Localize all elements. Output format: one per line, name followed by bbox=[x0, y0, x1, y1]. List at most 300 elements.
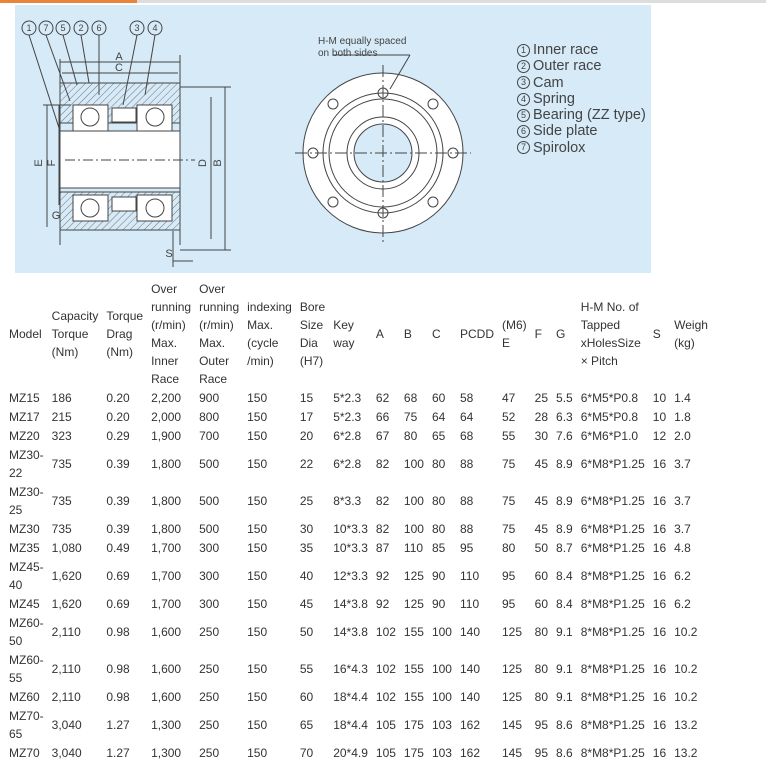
table-cell: 145 bbox=[502, 717, 523, 732]
svg-text:D: D bbox=[197, 159, 209, 167]
table-cell: 110 bbox=[459, 596, 480, 611]
legend-item: 3 Cam bbox=[517, 75, 646, 91]
table-cell: 14*3.8 bbox=[333, 596, 368, 611]
table-cell: 10*3.3 bbox=[333, 521, 368, 536]
table-cell: 2,200 bbox=[151, 390, 182, 405]
table-cell: 70 bbox=[299, 745, 314, 760]
legend-item: 2 Outer race bbox=[517, 58, 646, 74]
legend-item: 4 Spring bbox=[517, 91, 646, 107]
table-cell: 6*M8*P1.25 bbox=[580, 521, 645, 536]
table-cell: 8*M8*P1.25 bbox=[580, 717, 645, 732]
svg-text:A: A bbox=[115, 51, 123, 63]
table-cell: 1.4 bbox=[674, 390, 691, 405]
table-cell: 45 bbox=[534, 521, 549, 536]
hm-note bbox=[318, 36, 406, 60]
table-cell: 4.8 bbox=[674, 540, 691, 555]
svg-text:3: 3 bbox=[134, 23, 140, 33]
table-cell: 102 bbox=[375, 624, 396, 639]
table-cell: 25 bbox=[299, 493, 314, 508]
table-cell: 8.6 bbox=[556, 717, 573, 732]
table-cell: 105 bbox=[375, 717, 396, 732]
table-cell: 150 bbox=[247, 624, 268, 639]
table-cell: 0.20 bbox=[106, 390, 130, 405]
table-cell: 1,620 bbox=[51, 596, 82, 611]
svg-text:1: 1 bbox=[26, 23, 32, 33]
table-row bbox=[5, 482, 712, 519]
table-cell: 105 bbox=[375, 745, 396, 760]
svg-text:7: 7 bbox=[43, 23, 49, 33]
table-cell: 16 bbox=[652, 661, 667, 676]
column-header: Bore Size Dia (H7) bbox=[299, 300, 326, 368]
table-cell: 90 bbox=[431, 568, 446, 583]
table-cell: 40 bbox=[299, 568, 314, 583]
column-header: G bbox=[556, 327, 566, 341]
table-row bbox=[5, 407, 712, 426]
table-cell: 1.8 bbox=[674, 409, 691, 424]
table-cell: 18*4.4 bbox=[333, 689, 368, 704]
table-cell: 75 bbox=[502, 521, 516, 536]
table-cell: 88 bbox=[459, 493, 474, 508]
table-cell: 155 bbox=[403, 624, 424, 639]
table-cell: 58 bbox=[459, 390, 474, 405]
table-cell: 95 bbox=[534, 745, 549, 760]
table-cell: 1,800 bbox=[151, 521, 182, 536]
table-row bbox=[5, 388, 712, 407]
table-cell: 12*3.3 bbox=[333, 568, 368, 583]
table-cell: 0.49 bbox=[106, 540, 130, 555]
table-cell: 9.1 bbox=[556, 661, 573, 676]
table-cell: 186 bbox=[51, 390, 72, 405]
table-cell: 700 bbox=[199, 428, 220, 443]
model-cell: MZ35 bbox=[9, 540, 40, 555]
model-cell: MZ17 bbox=[9, 409, 40, 424]
table-body bbox=[5, 388, 712, 762]
table-cell: 735 bbox=[51, 456, 72, 471]
table-cell: 125 bbox=[403, 568, 424, 583]
table-cell: 150 bbox=[247, 428, 268, 443]
table-row bbox=[5, 706, 712, 743]
table-cell: 95 bbox=[502, 596, 516, 611]
table-cell: 150 bbox=[247, 661, 268, 676]
table-cell: 500 bbox=[199, 493, 220, 508]
table-cell: 8.7 bbox=[556, 540, 573, 555]
table-cell: 17 bbox=[299, 409, 314, 424]
column-header: PCDD bbox=[459, 327, 494, 341]
table-cell: 75 bbox=[403, 409, 418, 424]
number-circle-icon: 7 bbox=[517, 141, 530, 154]
svg-text:E: E bbox=[33, 159, 45, 167]
table-row bbox=[5, 519, 712, 538]
table-cell: 150 bbox=[247, 493, 268, 508]
table-cell: 1,700 bbox=[151, 596, 182, 611]
table-cell: 10 bbox=[652, 409, 667, 424]
table-cell: 60 bbox=[534, 568, 549, 583]
table-cell: 150 bbox=[247, 568, 268, 583]
table-cell: 125 bbox=[502, 689, 523, 704]
table-cell: 1,080 bbox=[51, 540, 82, 555]
table-cell: 18*4.4 bbox=[333, 717, 368, 732]
table-cell: 85 bbox=[431, 540, 446, 555]
model-cell: MZ15 bbox=[9, 390, 40, 405]
table-cell: 10.2 bbox=[674, 689, 698, 704]
table-cell: 92 bbox=[375, 568, 390, 583]
column-header: F bbox=[534, 327, 543, 341]
table-cell: 175 bbox=[403, 745, 424, 760]
table-row bbox=[5, 687, 712, 706]
table-cell: 13.2 bbox=[674, 717, 698, 732]
table-cell: 15 bbox=[299, 390, 314, 405]
table-cell: 75 bbox=[502, 456, 516, 471]
table-cell: 3,040 bbox=[51, 745, 82, 760]
table-cell: 150 bbox=[247, 745, 268, 760]
table-cell: 88 bbox=[459, 456, 474, 471]
svg-text:B: B bbox=[212, 159, 224, 167]
table-cell: 140 bbox=[459, 689, 481, 704]
table-cell: 102 bbox=[375, 689, 396, 704]
column-header: Torque Drag (Nm) bbox=[106, 309, 144, 359]
table-cell: 35 bbox=[299, 540, 314, 555]
column-header: H-M No. of Tapped xHolesSize × Pitch bbox=[580, 300, 641, 368]
table-cell: 1,600 bbox=[151, 661, 182, 676]
table-cell: 68 bbox=[403, 390, 418, 405]
table-cell: 6*M8*P1.25 bbox=[580, 540, 645, 555]
table-cell: 100 bbox=[403, 521, 424, 536]
model-cell: MZ45- 40 bbox=[9, 559, 44, 592]
table-row bbox=[5, 538, 712, 557]
table-cell: 16 bbox=[652, 624, 667, 639]
table-cell: 80 bbox=[431, 493, 446, 508]
table-cell: 0.69 bbox=[106, 596, 130, 611]
number-circle-icon: 3 bbox=[517, 76, 530, 89]
table-cell: 150 bbox=[247, 717, 268, 732]
table-cell: 60 bbox=[299, 689, 314, 704]
column-header: Over running (r/min) Max. Outer Race bbox=[199, 282, 240, 386]
table-cell: 8*M8*P1.25 bbox=[580, 689, 645, 704]
table-cell: 7.6 bbox=[556, 428, 573, 443]
table-cell: 8.6 bbox=[556, 745, 573, 760]
table-cell: 150 bbox=[247, 596, 268, 611]
table-cell: 140 bbox=[459, 661, 481, 676]
table-cell: 100 bbox=[431, 689, 452, 704]
svg-text:S: S bbox=[165, 248, 173, 260]
table-cell: 45 bbox=[534, 493, 549, 508]
table-cell: 500 bbox=[199, 456, 220, 471]
table-cell: 60 bbox=[534, 596, 549, 611]
hm-note-line1: H-M equally spaced bbox=[318, 36, 407, 47]
table-cell: 735 bbox=[51, 493, 72, 508]
table-cell: 64 bbox=[431, 409, 446, 424]
svg-text:2: 2 bbox=[78, 23, 84, 33]
table-cell: 16 bbox=[652, 717, 667, 732]
table-cell: 82 bbox=[375, 521, 390, 536]
table-cell: 12 bbox=[652, 428, 667, 443]
flange-front-view bbox=[295, 55, 471, 245]
number-circle-icon: 6 bbox=[517, 125, 530, 138]
table-cell: 16 bbox=[652, 689, 667, 704]
top-accent-bar bbox=[0, 0, 137, 3]
table-cell: 6.3 bbox=[556, 409, 573, 424]
table-cell: 80 bbox=[534, 661, 549, 676]
table-cell: 5*2.3 bbox=[333, 390, 362, 405]
table-cell: 10.2 bbox=[674, 661, 698, 676]
table-header bbox=[5, 280, 712, 388]
table-cell: 2,110 bbox=[51, 624, 81, 639]
table-cell: 2,110 bbox=[51, 689, 81, 704]
table-cell: 1,700 bbox=[151, 568, 182, 583]
table-cell: 5.5 bbox=[556, 390, 573, 405]
table-cell: 16 bbox=[652, 540, 667, 555]
table-cell: 0.69 bbox=[106, 568, 130, 583]
model-cell: MZ70 bbox=[9, 745, 40, 760]
table-cell: 95 bbox=[534, 717, 549, 732]
svg-text:C: C bbox=[115, 62, 123, 74]
table-cell: 0.98 bbox=[106, 689, 130, 704]
table-cell: 800 bbox=[199, 409, 220, 424]
table-cell: 140 bbox=[459, 624, 481, 639]
model-cell: MZ60- 55 bbox=[9, 652, 44, 685]
svg-text:5: 5 bbox=[60, 23, 66, 33]
table-cell: 3.7 bbox=[674, 456, 691, 471]
table-cell: 16 bbox=[652, 596, 667, 611]
table-cell: 55 bbox=[299, 661, 314, 676]
table-cell: 250 bbox=[199, 661, 220, 676]
table-cell: 87 bbox=[375, 540, 390, 555]
table-cell: 3.7 bbox=[674, 493, 691, 508]
table-cell: 300 bbox=[199, 540, 220, 555]
model-cell: MZ20 bbox=[9, 428, 40, 443]
table-cell: 28 bbox=[534, 409, 549, 424]
table-cell: 1,900 bbox=[151, 428, 182, 443]
column-header: Over running (r/min) Max. Inner Race bbox=[151, 282, 192, 386]
table-cell: 103 bbox=[431, 745, 452, 760]
table-cell: 0.20 bbox=[106, 409, 130, 424]
table-cell: 30 bbox=[299, 521, 314, 536]
table-cell: 2,110 bbox=[51, 661, 81, 676]
table-cell: 10*3.3 bbox=[333, 540, 368, 555]
table-cell: 68 bbox=[459, 428, 474, 443]
table-cell: 55 bbox=[502, 428, 516, 443]
column-header: C bbox=[431, 327, 441, 341]
table-cell: 6*M8*P1.25 bbox=[580, 493, 645, 508]
table-cell: 82 bbox=[375, 456, 390, 471]
number-circle-icon: 1 bbox=[517, 44, 530, 57]
table-cell: 100 bbox=[403, 456, 424, 471]
table-cell: 45 bbox=[534, 456, 549, 471]
table-cell: 250 bbox=[199, 745, 220, 760]
table-cell: 145 bbox=[502, 745, 523, 760]
table-cell: 100 bbox=[431, 661, 452, 676]
table-cell: 80 bbox=[534, 689, 549, 704]
table-cell: 125 bbox=[502, 661, 523, 676]
table-cell: 1,300 bbox=[151, 745, 182, 760]
legend-item: 7 Spirolox bbox=[517, 140, 646, 156]
table-cell: 0.39 bbox=[106, 521, 130, 536]
table-cell: 323 bbox=[51, 428, 72, 443]
number-circle-icon: 4 bbox=[517, 93, 530, 106]
table-cell: 50 bbox=[534, 540, 549, 555]
table-cell: 1.27 bbox=[106, 717, 130, 732]
table-cell: 1,620 bbox=[51, 568, 82, 583]
table-cell: 67 bbox=[375, 428, 390, 443]
table-cell: 162 bbox=[459, 717, 481, 732]
table-row bbox=[5, 445, 712, 482]
table-cell: 16 bbox=[652, 745, 667, 760]
table-cell: 8*M8*P1.25 bbox=[580, 568, 645, 583]
svg-text:6: 6 bbox=[96, 23, 102, 33]
table-row bbox=[5, 594, 712, 613]
table-cell: 155 bbox=[403, 661, 424, 676]
table-cell: 8.4 bbox=[556, 568, 573, 583]
table-cell: 8*M8*P1.25 bbox=[580, 624, 645, 639]
model-cell: MZ45 bbox=[9, 596, 40, 611]
technical-drawing bbox=[15, 5, 651, 273]
table-cell: 16 bbox=[652, 493, 667, 508]
svg-text:F: F bbox=[46, 159, 58, 167]
table-cell: 8.9 bbox=[556, 456, 573, 471]
table-cell: 25 bbox=[534, 390, 549, 405]
table-cell: 1,800 bbox=[151, 456, 182, 471]
table-cell: 8.9 bbox=[556, 521, 573, 536]
parts-legend bbox=[517, 42, 646, 156]
table-cell: 95 bbox=[459, 540, 474, 555]
table-cell: 250 bbox=[199, 624, 220, 639]
table-cell: 6*M5*P0.8 bbox=[580, 409, 639, 424]
table-cell: 102 bbox=[375, 661, 396, 676]
column-header: Model bbox=[9, 327, 42, 341]
table-cell: 6*M8*P1.25 bbox=[580, 456, 645, 471]
table-cell: 0.98 bbox=[106, 624, 130, 639]
table-cell: 65 bbox=[299, 717, 314, 732]
model-cell: MZ30- 25 bbox=[9, 484, 44, 517]
column-header: Weigh (kg) bbox=[674, 318, 708, 350]
table-cell: 6*M6*P1.0 bbox=[580, 428, 639, 443]
table-cell: 13.2 bbox=[674, 745, 698, 760]
table-cell: 150 bbox=[247, 390, 268, 405]
table-cell: 215 bbox=[51, 409, 72, 424]
table-cell: 80 bbox=[534, 624, 549, 639]
table-cell: 9.1 bbox=[556, 624, 573, 639]
table-cell: 66 bbox=[375, 409, 390, 424]
table-cell: 0.98 bbox=[106, 661, 130, 676]
table-cell: 125 bbox=[403, 596, 424, 611]
table-cell: 155 bbox=[403, 689, 424, 704]
column-header: A bbox=[375, 327, 384, 341]
number-circle-icon: 5 bbox=[517, 109, 530, 122]
table-cell: 88 bbox=[459, 521, 474, 536]
table-cell: 20*4.9 bbox=[333, 745, 368, 760]
table-cell: 0.39 bbox=[106, 493, 130, 508]
model-cell: MZ30- 22 bbox=[9, 447, 44, 480]
table-cell: 62 bbox=[375, 390, 390, 405]
column-header: (M6) E bbox=[502, 318, 527, 350]
table-row bbox=[5, 613, 712, 650]
table-cell: 8*M8*P1.25 bbox=[580, 745, 645, 760]
table-cell: 8*M8*P1.25 bbox=[580, 661, 645, 676]
table-cell: 2,000 bbox=[151, 409, 182, 424]
table-cell: 162 bbox=[459, 745, 481, 760]
column-header: indexing Max. (cycle /min) bbox=[247, 300, 292, 368]
table-cell: 10.2 bbox=[674, 624, 698, 639]
table-cell: 0.39 bbox=[106, 456, 130, 471]
table-cell: 150 bbox=[247, 540, 268, 555]
legend-item: 6 Side plate bbox=[517, 123, 646, 139]
table-cell: 75 bbox=[502, 493, 516, 508]
table-cell: 3.7 bbox=[674, 521, 691, 536]
table-cell: 110 bbox=[459, 568, 480, 583]
table-cell: 64 bbox=[459, 409, 474, 424]
number-circle-icon: 2 bbox=[517, 60, 530, 73]
table-cell: 6*2.8 bbox=[333, 456, 362, 471]
table-cell: 500 bbox=[199, 521, 220, 536]
table-cell: 3,040 bbox=[51, 717, 82, 732]
table-cell: 735 bbox=[51, 521, 72, 536]
table-cell: 6*2.8 bbox=[333, 428, 362, 443]
table-row bbox=[5, 650, 712, 687]
header-row bbox=[5, 280, 712, 388]
table-cell: 90 bbox=[431, 596, 446, 611]
svg-text:4: 4 bbox=[152, 23, 158, 33]
table-cell: 8*3.3 bbox=[333, 493, 362, 508]
hm-note-line2: on both sides bbox=[318, 48, 378, 59]
table-cell: 16 bbox=[652, 568, 667, 583]
column-header: Key way bbox=[333, 318, 355, 350]
table-cell: 14*3.8 bbox=[333, 624, 368, 639]
legend-item: 5 Bearing (ZZ type) bbox=[517, 107, 646, 123]
table-cell: 150 bbox=[247, 409, 268, 424]
table-cell: 82 bbox=[375, 493, 390, 508]
table-cell: 80 bbox=[502, 540, 516, 555]
table-cell: 60 bbox=[431, 390, 446, 405]
table-cell: 8.9 bbox=[556, 493, 573, 508]
table-cell: 20 bbox=[299, 428, 314, 443]
model-cell: MZ60 bbox=[9, 689, 40, 704]
column-header: S bbox=[652, 327, 661, 341]
table-cell: 92 bbox=[375, 596, 390, 611]
table-cell: 52 bbox=[502, 409, 516, 424]
model-cell: MZ60- 50 bbox=[9, 615, 44, 648]
table-cell: 900 bbox=[199, 390, 220, 405]
table-cell: 125 bbox=[502, 624, 523, 639]
table-cell: 150 bbox=[247, 689, 268, 704]
table-cell: 100 bbox=[431, 624, 452, 639]
table-cell: 100 bbox=[403, 493, 424, 508]
table-row bbox=[5, 557, 712, 594]
table-cell: 5*2.3 bbox=[333, 409, 362, 424]
table-cell: 103 bbox=[431, 717, 452, 732]
table-cell: 80 bbox=[431, 456, 446, 471]
top-divider bbox=[0, 0, 766, 3]
table-cell: 80 bbox=[403, 428, 418, 443]
table-cell: 16 bbox=[652, 521, 667, 536]
table-cell: 8*M8*P1.25 bbox=[580, 596, 645, 611]
table-cell: 150 bbox=[247, 521, 268, 536]
svg-text:G: G bbox=[51, 210, 61, 222]
table-cell: 65 bbox=[431, 428, 446, 443]
column-header: Capacity Torque (Nm) bbox=[51, 309, 99, 359]
table-cell: 175 bbox=[403, 717, 424, 732]
table-row bbox=[5, 743, 712, 762]
table-cell: 250 bbox=[199, 689, 220, 704]
table-cell: 1.27 bbox=[106, 745, 130, 760]
table-cell: 9.1 bbox=[556, 689, 573, 704]
table-cell: 2.0 bbox=[674, 428, 691, 443]
table-cell: 1,600 bbox=[151, 689, 182, 704]
table-cell: 22 bbox=[299, 456, 314, 471]
model-cell: MZ70- 65 bbox=[9, 708, 44, 741]
table-cell: 16 bbox=[652, 456, 667, 471]
table-cell: 1,300 bbox=[151, 717, 182, 732]
table-cell: 150 bbox=[247, 456, 268, 471]
